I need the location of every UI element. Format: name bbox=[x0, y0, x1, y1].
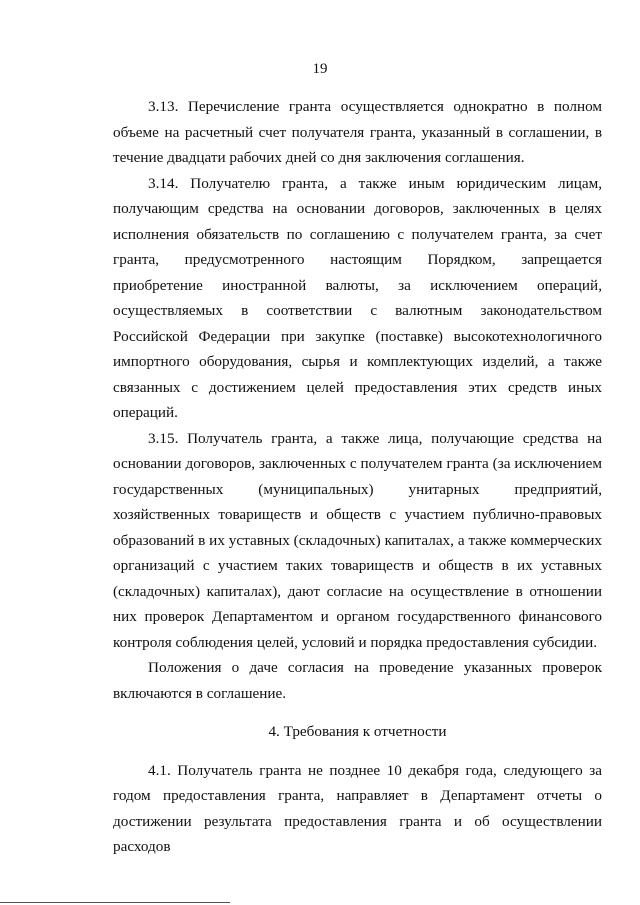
paragraph-consent-provisions: Положения о даче согласия на проведение указанных проверок включаются в соглашение. bbox=[113, 659, 602, 702]
paragraph-3-13: 3.13. Перечисление гранта осуществляется однократно в полном объеме на расчетный счет получателя гранта, указанный в соглашении, в течение двадцати рабочих дней со дня заключения соглашения. bbox=[113, 98, 602, 166]
paragraph-4-1: 4.1. Получатель гранта не позднее 10 декабря года, следующего за годом предоставления гранта, направляет в Департамент отчеты о достижении результата предоставления гранта и об осуществлении расходов bbox=[113, 761, 602, 855]
page-number: 19 bbox=[312, 61, 328, 77]
paragraph-3-15: 3.15. Получатель гранта, а также лица, получающие средства на основании договоров, заключенных с получателем гранта (за исключением государственных (муниципальных) унитарных предприятий, хозяйственных товариществ и обществ с участием публично-правовых образований в их уставных (складочных) капиталах, а также коммерческих организаций с участием таких товариществ и обществ в их уставных (складочных) капиталах), дают согласие на осуществление в отношении них проверок Департаментом и органом государственного финансового контроля соблюдения целей, условий и порядка предоставления субсидии. bbox=[113, 429, 602, 651]
section-heading-reporting: 4. Требования к отчетности bbox=[268, 723, 447, 740]
paragraph-3-14: 3.14. Получателю гранта, а также иным юридическим лицам, получающим средства на основании договоров, заключенных в целях исполнения обязательств по соглашению с получателем гранта, за счет гранта, предусмотренного настоящим Порядком, запрещается приобретение иностранной валюты, за исключением операций, осуществляемых в соответствии с валютным законодательством Российской Федерации при закупке (поставке) высокотехнологичного импортного оборудования, сырья и комплектующих изделий, а также связанных с достижением целей предоставления этих средств иных операций. bbox=[113, 174, 602, 421]
footer-divider bbox=[0, 902, 230, 903]
document-body bbox=[113, 94, 602, 860]
